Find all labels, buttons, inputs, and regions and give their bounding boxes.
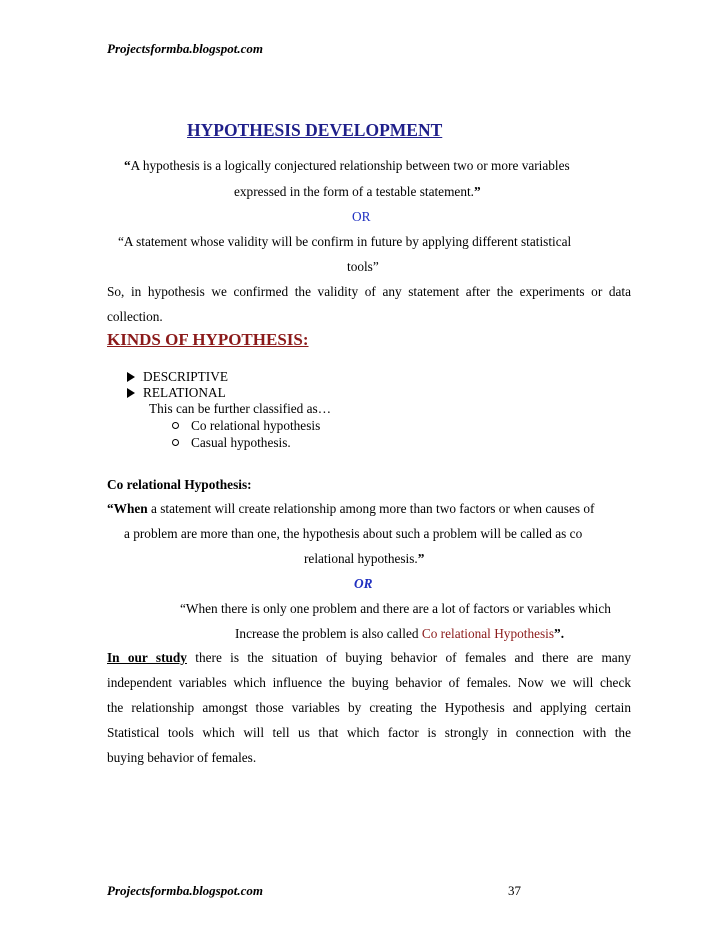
kinds-heading: KINDS OF HYPOTHESIS: [107,330,309,349]
study-paragraph-line-1: In our study there is the situation of buying behavior of females and there are many [107,650,631,665]
co-relational-heading: Co relational Hypothesis: [107,477,252,492]
list-item: RELATIONAL [127,385,226,401]
arrow-bullet-icon [127,388,135,398]
study-paragraph-line-5: buying behavior of females. [107,750,257,765]
so-paragraph-line-1: So, in hypothesis we confirmed the validity of any statement after the experiments or data [107,284,631,299]
definition-2-line-2: tools” [347,259,379,274]
or-separator-1: OR [352,209,371,224]
arrow-bullet-icon [127,372,135,382]
study-paragraph-line-2: independent variables which influence the buying behavior of females. Now we will check [107,675,631,690]
page-title: HYPOTHESIS DEVELOPMENT [187,120,443,140]
definition-2-line-1: “A statement whose validity will be confirm in future by applying different statistical [118,234,572,249]
page-number: 37 [508,883,521,898]
co-relational-line-1: “When a statement will create relationship among more than two factors or when causes of [107,501,595,516]
alt-definition-line-2: Increase the problem is also called Co relational Hypothesis”. [235,626,565,641]
circle-bullet-icon [172,422,179,429]
sub-list-item: Casual hypothesis. [172,435,291,451]
footer-site: Projectsformba.blogspot.com [107,883,263,898]
co-relational-line-3: relational hypothesis.” [304,551,425,566]
header-site: Projectsformba.blogspot.com [107,41,263,56]
definition-1-line-1: “A hypothesis is a logically conjectured relationship between two or more variables [124,158,570,173]
or-separator-2: OR [354,576,373,591]
alt-definition-line-1: “When there is only one problem and there are a lot of factors or variables which [180,601,611,616]
definition-1-line-2: expressed in the form of a testable statement.” [234,184,481,199]
list-item: DESCRIPTIVE [127,369,228,385]
sub-list-item: Co relational hypothesis [172,418,320,434]
study-paragraph-line-4: Statistical tools which will tell us that which factor is strongly in connection with the [107,725,631,740]
sub-intro: This can be further classified as… [149,401,332,416]
co-relational-line-2: a problem are more than one, the hypothesis about such a problem will be called as co [124,526,583,541]
so-paragraph-line-2: collection. [107,309,163,324]
study-paragraph-line-3: the relationship amongst those variables by creating the Hypothesis and applying certain [107,700,631,715]
circle-bullet-icon [172,439,179,446]
